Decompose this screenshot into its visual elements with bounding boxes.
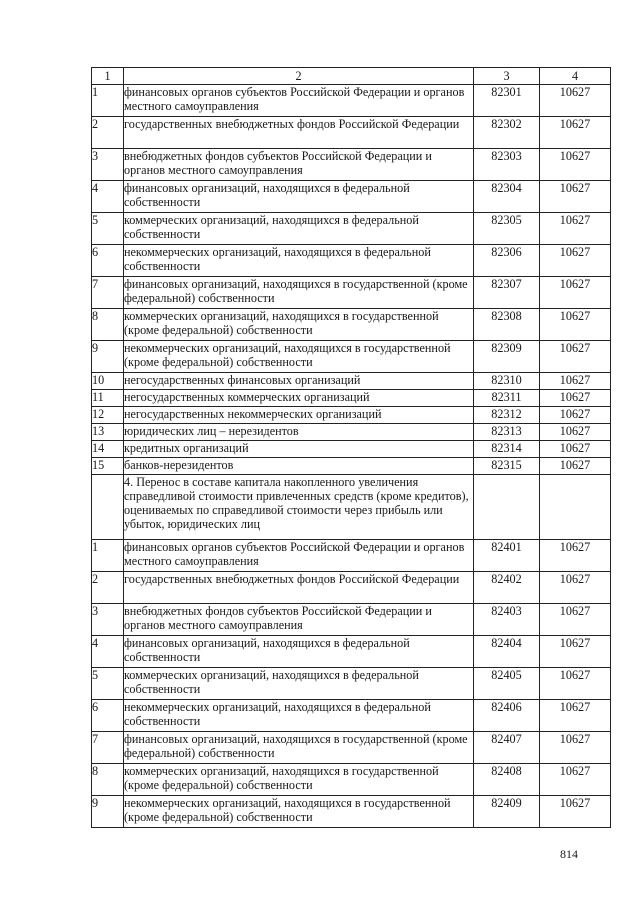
table-row bbox=[92, 277, 611, 309]
row-value: 10627 bbox=[540, 117, 611, 149]
table-row bbox=[92, 700, 611, 732]
row-value: 10627 bbox=[540, 213, 611, 245]
row-number: 4 bbox=[92, 181, 124, 213]
row-description: кредитных организаций bbox=[124, 441, 474, 458]
row-code: 82407 bbox=[474, 732, 540, 764]
row-code: 82304 bbox=[474, 181, 540, 213]
table-row bbox=[92, 213, 611, 245]
row-number: 11 bbox=[92, 390, 124, 407]
row-number: 10 bbox=[92, 373, 124, 390]
row-code: 82313 bbox=[474, 424, 540, 441]
row-number: 5 bbox=[92, 668, 124, 700]
row-value: 10627 bbox=[540, 277, 611, 309]
row-number: 8 bbox=[92, 309, 124, 341]
table-header-row bbox=[92, 68, 611, 85]
codes-table bbox=[91, 67, 611, 828]
row-value: 10627 bbox=[540, 700, 611, 732]
table-row bbox=[92, 85, 611, 117]
row-value: 10627 bbox=[540, 441, 611, 458]
row-description: финансовых организаций, находящихся в государственной (кроме федеральной) собственности bbox=[124, 732, 474, 764]
row-description: юридических лиц – нерезидентов bbox=[124, 424, 474, 441]
row-code: 82408 bbox=[474, 764, 540, 796]
row-number: 6 bbox=[92, 700, 124, 732]
row-value: 10627 bbox=[540, 390, 611, 407]
row-value: 10627 bbox=[540, 732, 611, 764]
table-row bbox=[92, 390, 611, 407]
row-value: 10627 bbox=[540, 636, 611, 668]
row-value: 10627 bbox=[540, 540, 611, 572]
row-value: 10627 bbox=[540, 424, 611, 441]
row-number: 9 bbox=[92, 796, 124, 828]
row-value: 10627 bbox=[540, 245, 611, 277]
row-value: 10627 bbox=[540, 668, 611, 700]
row-number: 3 bbox=[92, 604, 124, 636]
row-number: 2 bbox=[92, 117, 124, 149]
row-description: финансовых органов субъектов Российской Федерации и органов местного самоуправления bbox=[124, 85, 474, 117]
row-description: коммерческих организаций, находящихся в государственной (кроме федеральной) собственности bbox=[124, 309, 474, 341]
row-value: 10627 bbox=[540, 181, 611, 213]
table-row bbox=[92, 309, 611, 341]
table-row bbox=[92, 424, 611, 441]
row-number: 12 bbox=[92, 407, 124, 424]
row-description: банков-нерезидентов bbox=[124, 458, 474, 475]
row-number: 1 bbox=[92, 85, 124, 117]
row-number: 6 bbox=[92, 245, 124, 277]
row-value: 10627 bbox=[540, 373, 611, 390]
row-code: 82315 bbox=[474, 458, 540, 475]
header-col-1: 1 bbox=[92, 68, 124, 85]
row-description: внебюджетных фондов субъектов Российской Федерации и органов местного самоуправления bbox=[124, 149, 474, 181]
row-number: 1 bbox=[92, 540, 124, 572]
row-description: государственных внебюджетных фондов Российской Федерации bbox=[124, 117, 474, 149]
row-code: 82308 bbox=[474, 309, 540, 341]
row-description: финансовых организаций, находящихся в государственной (кроме федеральной) собственности bbox=[124, 277, 474, 309]
row-code: 82310 bbox=[474, 373, 540, 390]
table-row bbox=[92, 636, 611, 668]
table-row bbox=[92, 117, 611, 149]
table-row bbox=[92, 572, 611, 604]
row-code: 82401 bbox=[474, 540, 540, 572]
header-col-4: 4 bbox=[540, 68, 611, 85]
section-heading-row bbox=[92, 475, 611, 540]
row-description: государственных внебюджетных фондов Российской Федерации bbox=[124, 572, 474, 604]
table-row bbox=[92, 181, 611, 213]
row-number: 3 bbox=[92, 149, 124, 181]
row-value: 10627 bbox=[540, 341, 611, 373]
row-code: 82402 bbox=[474, 572, 540, 604]
row-code: 82305 bbox=[474, 213, 540, 245]
row-number: 7 bbox=[92, 277, 124, 309]
row-description: некоммерческих организаций, находящихся в федеральной собственности bbox=[124, 245, 474, 277]
row-description: коммерческих организаций, находящихся в федеральной собственности bbox=[124, 213, 474, 245]
row-code: 82309 bbox=[474, 341, 540, 373]
row-value: 10627 bbox=[540, 149, 611, 181]
row-code: 82303 bbox=[474, 149, 540, 181]
section-4-heading: 4. Перенос в составе капитала накопленного увеличения справедливой стоимости привлеченных средств (кроме кредитов), оцениваемых по справедливой стоимости через прибыль или убыток, юридических лиц bbox=[124, 475, 474, 540]
row-number: 8 bbox=[92, 764, 124, 796]
table-row bbox=[92, 441, 611, 458]
table-row bbox=[92, 668, 611, 700]
row-description: финансовых организаций, находящихся в федеральной собственности bbox=[124, 181, 474, 213]
row-code: 82302 bbox=[474, 117, 540, 149]
table-row bbox=[92, 458, 611, 475]
row-number: 7 bbox=[92, 732, 124, 764]
row-code: 82403 bbox=[474, 604, 540, 636]
row-description: финансовых организаций, находящихся в федеральной собственности bbox=[124, 636, 474, 668]
row-value: 10627 bbox=[540, 796, 611, 828]
row-description: коммерческих организаций, находящихся в федеральной собственности bbox=[124, 668, 474, 700]
table-row bbox=[92, 149, 611, 181]
row-description: некоммерческих организаций, находящихся в государственной (кроме федеральной) собственности bbox=[124, 796, 474, 828]
row-code: 82406 bbox=[474, 700, 540, 732]
row-value: 10627 bbox=[540, 309, 611, 341]
row-code: 82311 bbox=[474, 390, 540, 407]
table-row bbox=[92, 341, 611, 373]
empty-cell bbox=[474, 475, 540, 540]
table-row bbox=[92, 732, 611, 764]
header-col-2: 2 bbox=[124, 68, 474, 85]
empty-cell bbox=[540, 475, 611, 540]
empty-cell bbox=[92, 475, 124, 540]
row-code: 82405 bbox=[474, 668, 540, 700]
row-number: 13 bbox=[92, 424, 124, 441]
table-row bbox=[92, 373, 611, 390]
row-value: 10627 bbox=[540, 572, 611, 604]
table-row bbox=[92, 407, 611, 424]
row-description: финансовых органов субъектов Российской Федерации и органов местного самоуправления bbox=[124, 540, 474, 572]
row-value: 10627 bbox=[540, 604, 611, 636]
row-description: негосударственных финансовых организаций bbox=[124, 373, 474, 390]
row-number: 5 bbox=[92, 213, 124, 245]
row-number: 4 bbox=[92, 636, 124, 668]
row-code: 82409 bbox=[474, 796, 540, 828]
table-row bbox=[92, 540, 611, 572]
row-description: внебюджетных фондов субъектов Российской Федерации и органов местного самоуправления bbox=[124, 604, 474, 636]
header-col-3: 3 bbox=[474, 68, 540, 85]
row-description: коммерческих организаций, находящихся в государственной (кроме федеральной) собственности bbox=[124, 764, 474, 796]
page-number: 814 bbox=[560, 847, 578, 861]
table-row bbox=[92, 764, 611, 796]
table-row bbox=[92, 796, 611, 828]
row-description: некоммерческих организаций, находящихся в федеральной собственности bbox=[124, 700, 474, 732]
row-value: 10627 bbox=[540, 407, 611, 424]
row-description: негосударственных некоммерческих организаций bbox=[124, 407, 474, 424]
row-description: негосударственных коммерческих организаций bbox=[124, 390, 474, 407]
table-row bbox=[92, 245, 611, 277]
row-number: 9 bbox=[92, 341, 124, 373]
row-description: некоммерческих организаций, находящихся в государственной (кроме федеральной) собственности bbox=[124, 341, 474, 373]
row-code: 82307 bbox=[474, 277, 540, 309]
table-row bbox=[92, 604, 611, 636]
row-number: 14 bbox=[92, 441, 124, 458]
row-number: 15 bbox=[92, 458, 124, 475]
row-value: 10627 bbox=[540, 764, 611, 796]
row-number: 2 bbox=[92, 572, 124, 604]
row-value: 10627 bbox=[540, 458, 611, 475]
row-code: 82312 bbox=[474, 407, 540, 424]
row-code: 82404 bbox=[474, 636, 540, 668]
row-code: 82306 bbox=[474, 245, 540, 277]
row-code: 82314 bbox=[474, 441, 540, 458]
row-code: 82301 bbox=[474, 85, 540, 117]
row-value: 10627 bbox=[540, 85, 611, 117]
